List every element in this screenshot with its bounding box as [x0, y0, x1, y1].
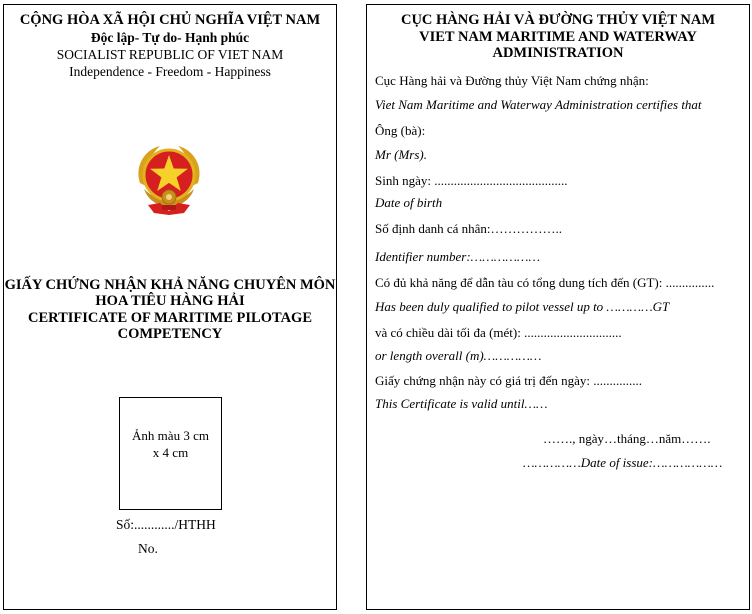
- certificate-title-en-line2: COMPETENCY: [117, 326, 223, 342]
- identifier-number-vi: Số định danh cá nhân:……………..: [375, 221, 563, 236]
- photo-placeholder: [119, 397, 222, 510]
- authority-name-en-line2: ADMINISTRATION: [492, 45, 624, 61]
- valid-until-en: This Certificate is valid until……: [375, 396, 548, 411]
- authority-name-vi: CỤC HÀNG HẢI VÀ ĐƯỜNG THỦY VIỆT NAM: [400, 12, 716, 28]
- issue-date-en: ……………Date of issue:………………: [523, 455, 723, 470]
- gross-tonnage-vi: Có đủ khả năng để dẫn tàu có tổng dung tích đến (GT): ...............: [375, 275, 715, 290]
- motto-vi: Độc lập- Tự do- Hạnh phúc: [90, 30, 250, 45]
- country-name-vi: CỘNG HÒA XÃ HỘI CHỦ NGHĨA VIỆT NAM: [19, 12, 321, 28]
- national-emblem-icon: [130, 141, 208, 217]
- certificate-cover-page: [3, 4, 337, 610]
- holder-name-vi: Ông (bà):: [375, 123, 426, 138]
- date-of-birth-en: Date of birth: [375, 195, 443, 210]
- certificate-number-en: No.: [138, 541, 158, 556]
- certificate-title-en-line1: CERTIFICATE OF MARITIME PILOTAGE: [27, 310, 312, 326]
- valid-until-vi: Giấy chứng nhận này có giá trị đến ngày: ...............: [375, 373, 642, 388]
- certifies-en: Viet Nam Maritime and Waterway Administration certifies that: [375, 97, 702, 112]
- holder-name-en: Mr (Mrs).: [375, 147, 427, 162]
- motto-en: Independence - Freedom - Happiness: [69, 64, 271, 79]
- certificate-number-vi: Số:............/HTHH: [116, 517, 216, 532]
- photo-label-line2: x 4 cm: [152, 445, 189, 460]
- certificate-details-page: [366, 4, 750, 610]
- issue-date-vi: ……., ngày…tháng…năm…….: [543, 431, 711, 446]
- certifies-vi: Cục Hàng hải và Đường thủy Việt Nam chứng nhận:: [375, 73, 649, 88]
- max-length-en: or length overall (m)……………: [375, 348, 542, 363]
- certificate-title-vi-line2: HOA TIÊU HÀNG HẢI: [95, 293, 245, 309]
- gross-tonnage-en: Has been duly qualified to pilot vessel up to …………GT: [375, 299, 670, 314]
- authority-name-en-line1: VIET NAM MARITIME AND WATERWAY: [419, 29, 697, 45]
- certificate-title-vi-line1: GIẤY CHỨNG NHẬN KHẢ NĂNG CHUYÊN MÔN: [4, 277, 336, 293]
- country-name-en: SOCIALIST REPUBLIC OF VIET NAM: [56, 47, 284, 62]
- max-length-vi: và có chiều dài tối đa (mét): ..............................: [375, 325, 622, 340]
- date-of-birth-vi: Sinh ngày: .........................................: [375, 173, 568, 188]
- identifier-number-en: Identifier number:………………: [375, 249, 541, 264]
- photo-label-line1: Ảnh màu 3 cm: [132, 428, 209, 443]
